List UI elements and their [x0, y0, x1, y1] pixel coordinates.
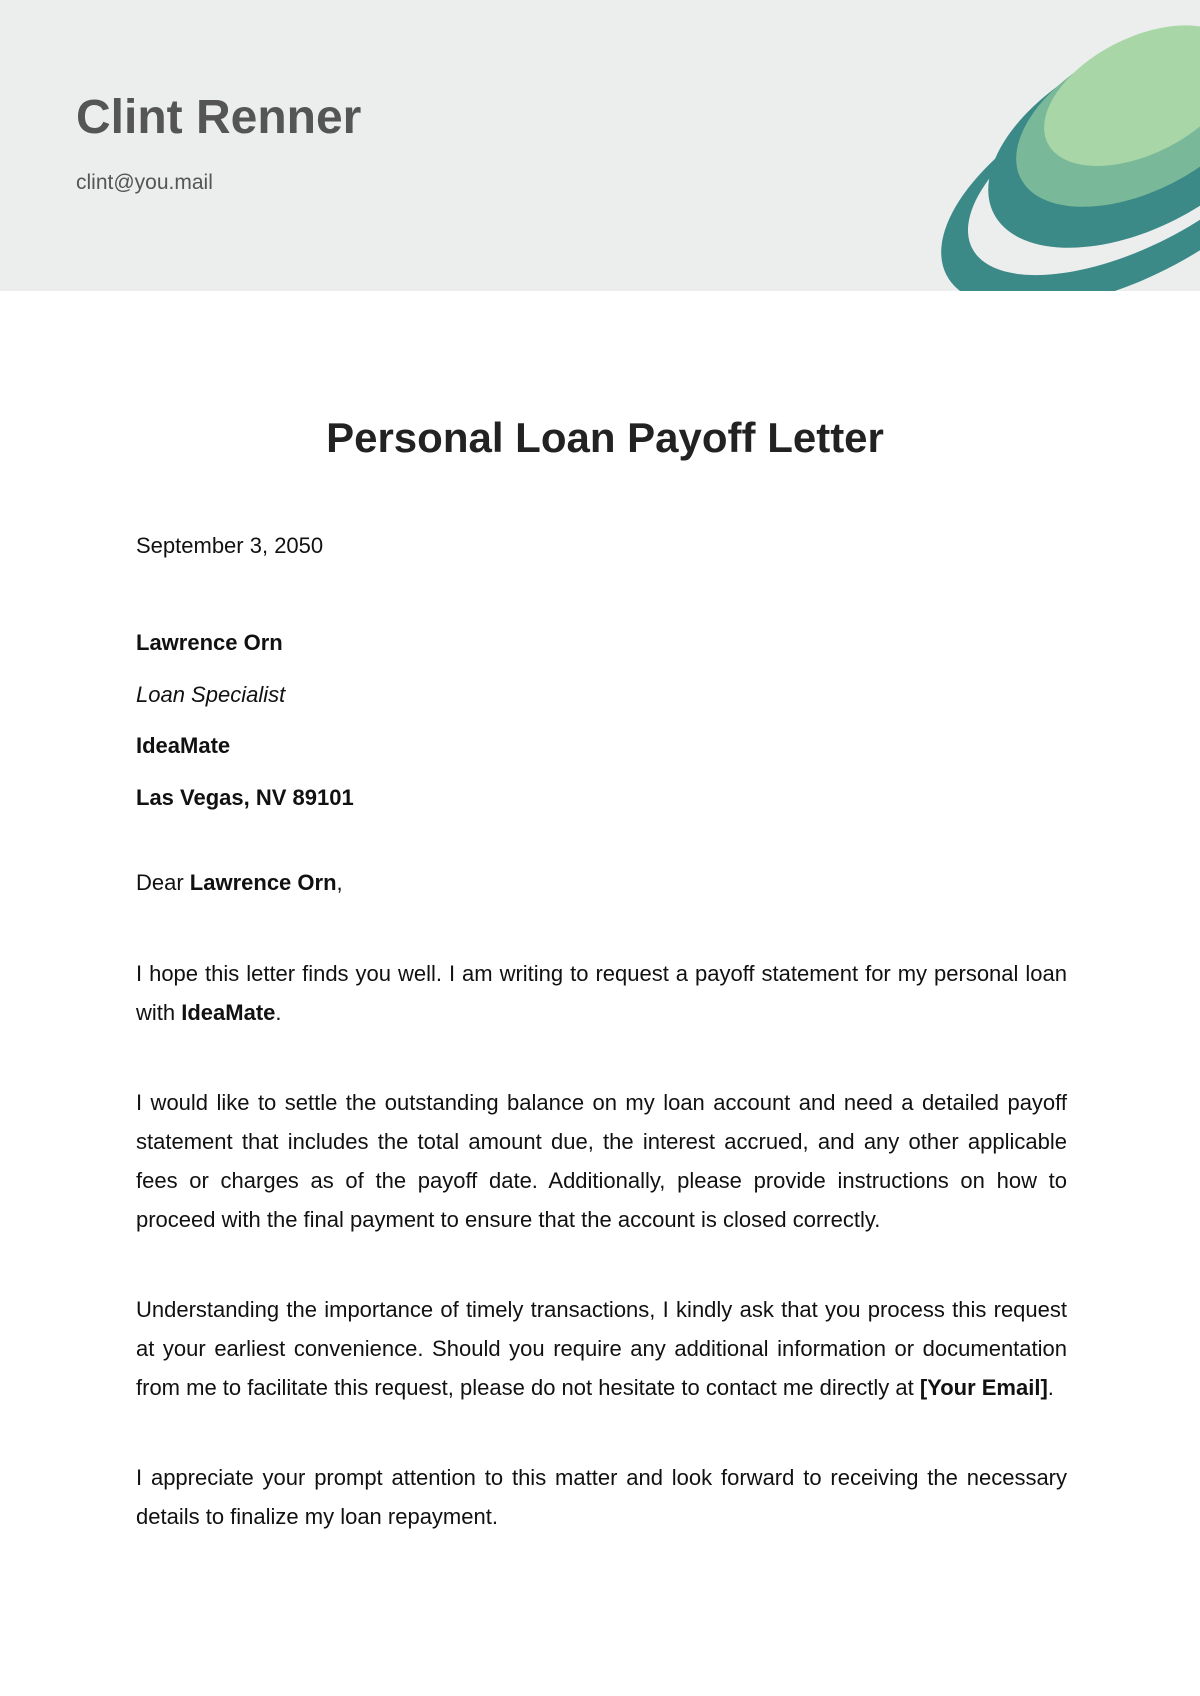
paragraph-request-details: I would like to settle the outstanding balance on my loan account and need a detailed payoff statement that includes the total amount due, the interest accrued, and any other applicable fees or charges as of the payoff date. Additionally, please provide instructions on how to proceed with the final payment to ensure that the account is closed correctly.: [136, 1090, 1067, 1232]
recipient-name: Lawrence Orn: [136, 630, 283, 655]
recipient-position: Loan Specialist: [136, 681, 286, 707]
sender-email: clint@you.mail: [76, 171, 213, 194]
salutation-name: Lawrence Orn: [189, 870, 337, 895]
recipient-block: [136, 617, 1067, 823]
paragraph-intro-end: .: [275, 1000, 282, 1025]
letter-body: [136, 526, 1067, 1536]
salutation-suffix: ,: [336, 870, 343, 895]
recipient-company: IdeaMate: [136, 733, 231, 758]
salutation-prefix: Dear: [136, 870, 190, 895]
salutation: [136, 863, 1067, 902]
paragraph-timeliness: [136, 1290, 1067, 1407]
sender-name: Clint Renner: [76, 91, 362, 144]
letter-date: September 3, 2050: [136, 533, 324, 558]
decorative-swoosh-graphic: [0, 0, 1200, 291]
paragraph-intro-company: IdeaMate: [181, 1000, 276, 1025]
paragraph-intro-text: I hope this letter finds you well. I am writing to request a payoff statement for my personal loan with: [136, 961, 1067, 1025]
email-placeholder: [Your Email]: [919, 1375, 1048, 1400]
letterhead: [0, 0, 1200, 291]
paragraph-intro: [136, 954, 1067, 1032]
recipient-address: Las Vegas, NV 89101: [136, 784, 354, 810]
paragraph-timeliness-text: Understanding the importance of timely transactions, I kindly ask that you process this request at your earliest convenience. Should you require any additional information or documentation from me to facilitate this request, please do not hesitate to contact me directly at: [136, 1297, 1067, 1400]
paragraph-closing: I appreciate your prompt attention to this matter and look forward to receiving the necessary details to finalize my loan repayment.: [136, 1465, 1067, 1529]
letter-title: Personal Loan Payoff Letter: [326, 414, 884, 461]
paragraph-timeliness-end: .: [1047, 1375, 1054, 1400]
